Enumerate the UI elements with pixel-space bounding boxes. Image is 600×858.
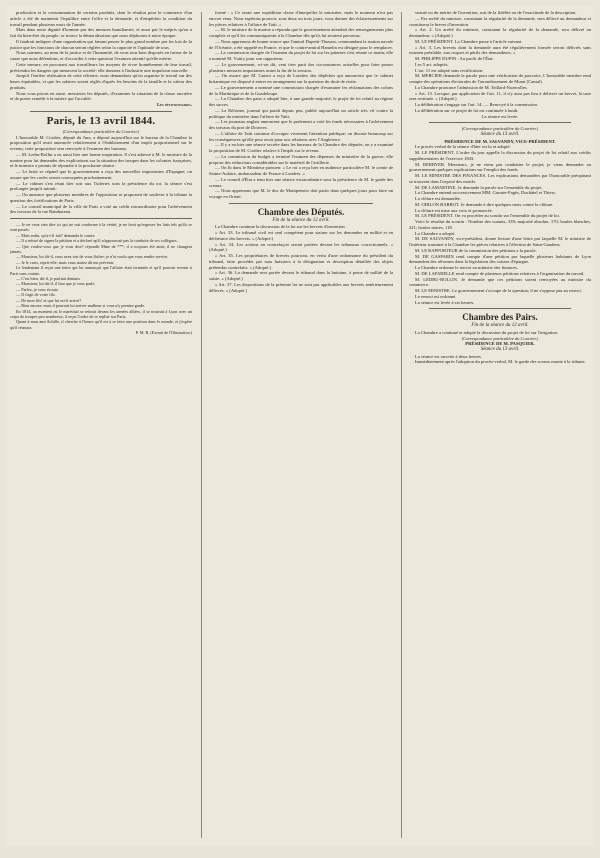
paragraph: — Le gouvernement, a-t-on dit, veut tirer parti des circonstances actuelles pour faire passer plusieurs mesures importantes avant la fin de la session. (209, 61, 393, 73)
paragraph: M. PHILIPPE DUPIN : Au profit de l'État. (415, 56, 494, 61)
paragraph: M. DE LAFARELLE rend compte de plusieurs pétitions relatives à l'organisation du travail. (415, 270, 585, 276)
paragraph: — Le cabinet s'est réuni hier soir aux Tuileries sous la présidence du roi; la séance s'est prolongée jusqu'à minuit. (10, 180, 192, 192)
paragraph: — On lit dans le Moniteur parisien: « Le roi a reçu hier en audience particulière M. le comte de Sainte-Aulaire, ambassadeur de France à Londres. » (209, 165, 393, 176)
dialogue-line: — Mais enfin, qu'a-t-il fait? demanda le comte. (16, 232, 96, 238)
section-heading: Chambre des Pairs. (462, 312, 538, 323)
paragraph: La délibération sur ce projet de loi est continuée à lundi. (415, 107, 519, 113)
correspondence-note: (Correspondance particulière du Courrier.) (461, 126, 539, 132)
paragraph: M. LE PRÉSIDENT. L'ordre du jour appelle la discussion du projet de loi relatif aux crédits supplémentaires de l'exercice 1843. (409, 150, 591, 161)
correspondence-note: (Correspondance particulière du Courrier.) (62, 128, 140, 134)
paragraph: La Chambre ordonne le renvoi au ministre des finances. (415, 265, 518, 270)
paragraph: — L'affaire de Taïti continue d'occuper vivement l'attention publique; on discute beaucoup sur les conséquences qu'elle peut avoir pour nos relations avec l'Angleterre. (209, 130, 393, 142)
paragraph: M. BERRYER. Messieurs, je ne viens pas combattre le projet; je viens demander au gouvernement quelques explications sur l'emploi des fonds. (409, 161, 591, 173)
separator (429, 122, 571, 123)
paragraph: — Nous apprenons que M. le duc de Montpensier doit partir dans quelques jours pour faire un voyage en Orient. (209, 188, 393, 199)
session-subtitle: Séance du 13 avril. (480, 347, 520, 352)
presidency-line: PRÉSIDENCE DE M. PASQUIER. (465, 341, 535, 347)
column-3 (409, 10, 591, 842)
paragraph: production et la consommation de certains produits, dont le résultat pour le commerce d'un article a été de maintenir l'équilibre entre l'offre et la demande, et d'empêcher la condition du travail pendant plusieurs mois de l'année. (10, 10, 192, 27)
paragraph: — La Chambre des pairs a adopté hier, à une grande majorité, le projet de loi relatif au régime des sucres. (209, 96, 393, 107)
newspaper-page (6, 6, 594, 846)
paragraph: — M. Ledru-Rollin a eu aussi hier une bonne inspiration. Il s'est adressé à M. le ministre de la marine pour lui demander des explications sur la situation des troupes dans les colonies françaises, et le ministre a promis de répondre à la prochaine séance. (10, 151, 192, 169)
paragraph: La Chambre continue la discussion de la loi sur les brevets d'invention. (215, 224, 346, 230)
paragraph: veauté ou du mérite de l'invention, soit de la fidélité ou de l'exactitude de la description. (415, 10, 577, 15)
paragraph: — Il y a eu hier une séance secrète dans les bureaux de la Chambre des députés; on y a examiné la proposition de M. Cordier relative à l'impôt sur le revenu. (209, 142, 393, 153)
column-2 (209, 10, 393, 842)
paragraph: — Les journaux anglais annoncent que le parlement a voté les fonds nécessaires à l'achèvement des travaux du port de Douvres. (209, 119, 393, 130)
paragraph: La séance est ouverte à deux heures. (415, 353, 482, 359)
paragraph: — On annonce que plusieurs membres de l'opposition se proposent de soulever à la tribune la question des fortifications de Paris. (10, 192, 192, 203)
paragraph: Nous sommes, au nom de la justice et de l'humanité, de vous tous bien disposés en faveur de la cause que nous défendons, et d'accorder à cette question l'examen attentif qu'elle mérite. (10, 50, 192, 61)
paragraph: La Chambre entend successivement MM. Garnier-Pagès, Duchâtel et Thiers. (415, 190, 557, 196)
paragraph: L'honorable M. Cordier, député du Jura, a déposé aujourd'hui sur le bureau de la Chambre la proposition qu'il avait annoncée relativement à l'établissement d'un impôt proportionnel sur le revenu; cette proposition sera renvoyée à l'examen des bureaux. (10, 134, 192, 151)
paragraph: — Par arrêté du ministre, constatant la régularité de la demande, sera délivré au demandeur et constituera le brevet d'invention. (409, 15, 591, 27)
dialogue-line: — Monsieur, lui dit-il, vous avez tort de vous fâcher; je n'ai voulu que vous rendre service. (16, 254, 169, 260)
paragraph: « Art. 34. Les actions en contrefaçon seront portées devant les tribunaux correctionnels. » (Adopté.) (209, 241, 393, 253)
paragraph: M. ODILON BARROT. Je demande à dire quelques mots contre la clôture. (415, 201, 554, 207)
paragraph: « Art. 3. Les brevets dont la demande aura été régulièrement formée seront délivrés sans examen préalable, aux risques et périls des demandeurs. » (409, 44, 591, 56)
paragraph: — Le bruit se répand que le gouvernement a reçu des nouvelles importantes d'Espagne; on assure que les cortès seront convoquées prochainement. (10, 169, 192, 180)
paragraph: — Nous apprenons de bonne source que l'amiral Dupetit-Thouars, commandant la station navale de l'Océanie, a été rappelé en France, et que le contre-amiral Hamelin est désigné pour le remplacer. (209, 38, 393, 50)
dialogue-line: — De mon fils! et que lui est-il arrivé? (16, 297, 82, 303)
paragraph: — M. le ministre de la marine a répondu que le gouvernement attendait des renseignements plus complets et qu'il les communiquerait à la Chambre dès qu'ils lui seraient parvenus. (209, 27, 393, 38)
paragraph: Il faudrait indiquer d'une organisation qui faisant passer le plus grand nombre par les lois de la justice que les fonctions de chacun seront réglées selon la capacité et l'aptitude de tous. (10, 38, 192, 50)
paragraph: — Le gouvernement a nommé une commission chargée d'examiner les réclamations des colons de la Martinique et de la Guadeloupe. (209, 84, 393, 96)
separator (30, 111, 172, 112)
credit-line: P. M. B. (Extrait de l'Illustration.) (135, 330, 192, 336)
paragraph: Voici le résultat du scrutin : Nombre des votants, 339; majorité absolue, 170; boules blanches, 221; boules noires, 118. (409, 219, 591, 230)
dialogue-line: — Que voulez-vous que je vous dise? répondit Mme de ***; il a toujours été ainsi; il ne changera jamais. (10, 243, 192, 255)
dialogue-line: — Monsieur, lui dit-il, il faut que je vous parle. (16, 281, 96, 287)
paragraph: Mais dans notre dignité d'homme par des mesures humiliantes, et aussi par le mépris qu'on a fait du bien-être du peuple, se trouve la démoralisation que nous déplorons à notre époque. (10, 27, 192, 38)
paragraph: — La commission du budget a terminé l'examen des dépenses du ministère de la guerre; elle propose des réductions considérables sur le matériel de l'artillerie. (209, 153, 393, 165)
paragraph: « Art. 13. Lorsque, par application de l'art. 11, il n'y aura pas lieu à délivrer un brevet, la taxe sera restituée. » (Adopté.) (409, 90, 591, 102)
paragraph: Le procès-verbal de la séance d'hier est lu et adopté. (415, 144, 511, 150)
paragraph: — La commission chargée de l'examen du projet de loi sur les patentes s'est réunie ce matin; elle a nommé M. Vuitry pour son rapporteur. (209, 50, 393, 61)
paragraph: formé : « Ce serait une expédition chose d'interpeller le ministère, mais le moment n'est pas encore venu. Nous espérons pouvoir, sous deux ou trois jours, vous donner des éclaircissements sur les pièces relatives à l'affaire de Taïti. » (209, 10, 393, 27)
paragraph: « Art. 35. Les propriétaires de brevets pourront, en vertu d'une ordonnance du président du tribunal, faire procéder par tous huissiers à la désignation et description détaillée des objets prétendus contrefaits. » (Adopté.) (209, 253, 393, 270)
paragraph: M. LE MINISTRE DES FINANCES. Les explications demandées par l'honorable préopinant se trouvent dans l'exposé des motifs. (409, 173, 591, 184)
paragraph: « Art. 2. Un arrêté du ministre, constatant la régularité de la demande, sera délivré au demandeur. » (Adopté.) (409, 27, 591, 38)
paragraph: M. DE SALVANDY, vice-président, donne lecture d'une lettre par laquelle M. le ministre de l'intérieur transmet à la Chambre les pièces relatives à l'élection de Saint-Gaudens. (409, 236, 591, 247)
session-subtitle: Fin de la séance du 12 avril. (471, 323, 529, 329)
paragraph: — On assure que M. Guizot a reçu de Londres des dépêches qui annoncent que le cabinet britannique est disposé à entrer en arrangement sur la question du droit de visite. (209, 73, 393, 84)
dialogue-line: — Il a refusé de signer la pétition et a déclaré qu'il n'approuvait pas la conduite de ses collègues. (16, 238, 178, 244)
paragraph: La Chambre a adopté. (415, 230, 456, 236)
dateline: Paris, le 13 avril 1844. (46, 114, 156, 127)
paragraph: La séance est levée à six heures. (415, 299, 475, 305)
correspondence-note: (Correspondance particulière du Courrier.) (461, 335, 539, 341)
paragraph: — Le conseil d'État a tenu hier une séance extraordinaire sous la présidence de M. le garde des sceaux. (209, 176, 393, 188)
paragraph: M. LE MINISTRE. Le gouvernement s'occupe de la question; il ne s'oppose pas au renvoi. (415, 288, 582, 293)
paragraph: La clôture est demandée. (415, 196, 461, 201)
separator (429, 308, 571, 309)
session-subtitle: Fin de la séance du 12 avril. (272, 217, 330, 223)
paragraph: La délibération s'engage sur l'art. 14. — Renvoyé à la commission. (415, 102, 538, 107)
paragraph: Immédiatement après l'adoption du procès-verbal, M. le garde des sceaux monte à la tribune. (415, 359, 586, 365)
paragraph: Le renvoi est ordonné. (415, 293, 457, 299)
dialogue-line: Le lendemain il reçut une lettre qui lui annonçait que l'affaire était terminée et qu'il pouvait revenir à Paris sans crainte. (10, 265, 192, 276)
paragraph: M. DE GASPARIN rend compte d'une pétition par laquelle plusieurs habitants de Lyon demandent des réformes dans la législation des caisses d'épargne. (409, 253, 591, 265)
paragraph: — La Réforme, journal qui paraît depuis peu, publie aujourd'hui un article très vif contre la politique du ministère dans l'affaire de Taïti. (209, 107, 393, 119)
paragraph: L'art. 11 est adopté sans rectification. (415, 67, 484, 73)
feuilleton-intro: — Je ne veux rien dire ici qui ne soit conforme à la vérité; je ne ferai qu'exposer les faits tels qu'ils se sont passés. (10, 222, 192, 233)
paragraph: Nous vous prions en outre, messieurs les députés, d'examiner la situation de la classe ouvrière et de porter remède à la misère qui l'accable. (10, 90, 192, 102)
paragraph: M. MERCIER demande la parole pour une vérification de pouvoirs. L'honorable membre rend compte des opérations électorales de l'arrondissement de Murat (Cantal). (409, 73, 591, 84)
dialogue-line: Quant à mon ami Achille, il cherche à l'heure qu'il est à se faire une position dans le monde, et j'espère qu'il réussira. (10, 319, 192, 330)
paragraph: « Art. 37. Les dispositions de la présente loi ne sont pas applicables aux brevets antérieurement délivrés. » (Adopté.) (209, 281, 393, 293)
paragraph: M. LEDRU-ROLLIN. Je demande que ces pétitions soient renvoyées au ministre du commerce. (409, 276, 591, 288)
paragraph: La clôture est mise aux voix et prononcée. (415, 207, 493, 213)
paragraph: M. DE LAMARTINE. Je demande la parole sur l'ensemble du projet. (415, 184, 543, 190)
paragraph: « Art. 36. La demande sera portée devant le tribunal dans la huitaine, à peine de nullité de la saisie. » (Adopté.) (209, 270, 393, 281)
column-1 (10, 10, 192, 842)
paragraph: M. LE PRÉSIDENT. On va procéder au scrutin sur l'ensemble du projet de loi. (415, 213, 560, 219)
paragraph: La Chambre prononce l'admission de M. Teillard-Nozerolles. (415, 84, 528, 90)
paragraph: « Art. 33. Le tribunal civil est seul compétent pour statuer sur les demandes en nullité et en déchéance des brevets. » (Adopté.) (209, 230, 393, 241)
paragraph: Les 5 art. adoptés. (415, 61, 449, 67)
dialogue-line: — Je le crois, reprit-elle; mais vous auriez dû me prévenir. (16, 259, 115, 265)
separator (10, 218, 192, 219)
paragraph: M. LE RAPPORTEUR de la commission des pétitions a la parole. (415, 247, 537, 253)
column-rule (401, 12, 402, 838)
dialogue-line: — Rien encore; mais il pourrait lui arriver malheur si vous n'y preniez garde. (16, 303, 146, 309)
presidency-line: PRÉSIDENCE DE M. SALVANDY, VICE-PRÉSIDENT. (444, 138, 556, 144)
column-rule (201, 12, 202, 838)
paragraph: — Le conseil municipal de la ville de Paris a voté un crédit extraordinaire pour l'achèvement des travaux de la rue Rambuteau. (10, 203, 192, 215)
paragraph: La Chambre a continué et adopté la discussion du projet de loi sur l'irrigation. (415, 329, 558, 335)
dialogue-line: — Il s'agit de votre fils. (16, 292, 56, 298)
signature: Les pétitionnaires. (156, 102, 192, 107)
paragraph: La séance est levée. (481, 113, 519, 119)
paragraph: Jusqu'à l'entière réalisation de cette réforme, nous demandons qu'on organise le travail sur des bases équitables, et que les salaires soient réglés d'après les besoins de la famille et la valeur des produits. (10, 73, 192, 90)
session-subtitle: Séance du 13 avril. (480, 132, 520, 137)
paragraph: M. LE PRÉSIDENT. La Chambre passe à l'article suivant. (415, 38, 523, 44)
paragraph: Cette mesure, en procurant aux travailleurs les moyens de vivre honnêtement de leur travail, préviendra les dangers qui menacent la société; elle donnera à l'industrie une impulsion nouvelle. (10, 61, 192, 73)
dialogue-line: — C'est bien, dit-il, je partirai demain. (16, 276, 81, 282)
dialogue-line: En 1814, au moment où le maréchal se retirait devant les armées alliées, il se trouvait à Lyon avec un corps de troupes peu nombreux; il reçut l'ordre de se replier sur Paris. (10, 308, 192, 319)
section-heading: Chambre des Députés. (257, 206, 345, 217)
separator (229, 203, 373, 204)
dialogue-line: — Parlez, je vous écoute. (16, 286, 59, 292)
